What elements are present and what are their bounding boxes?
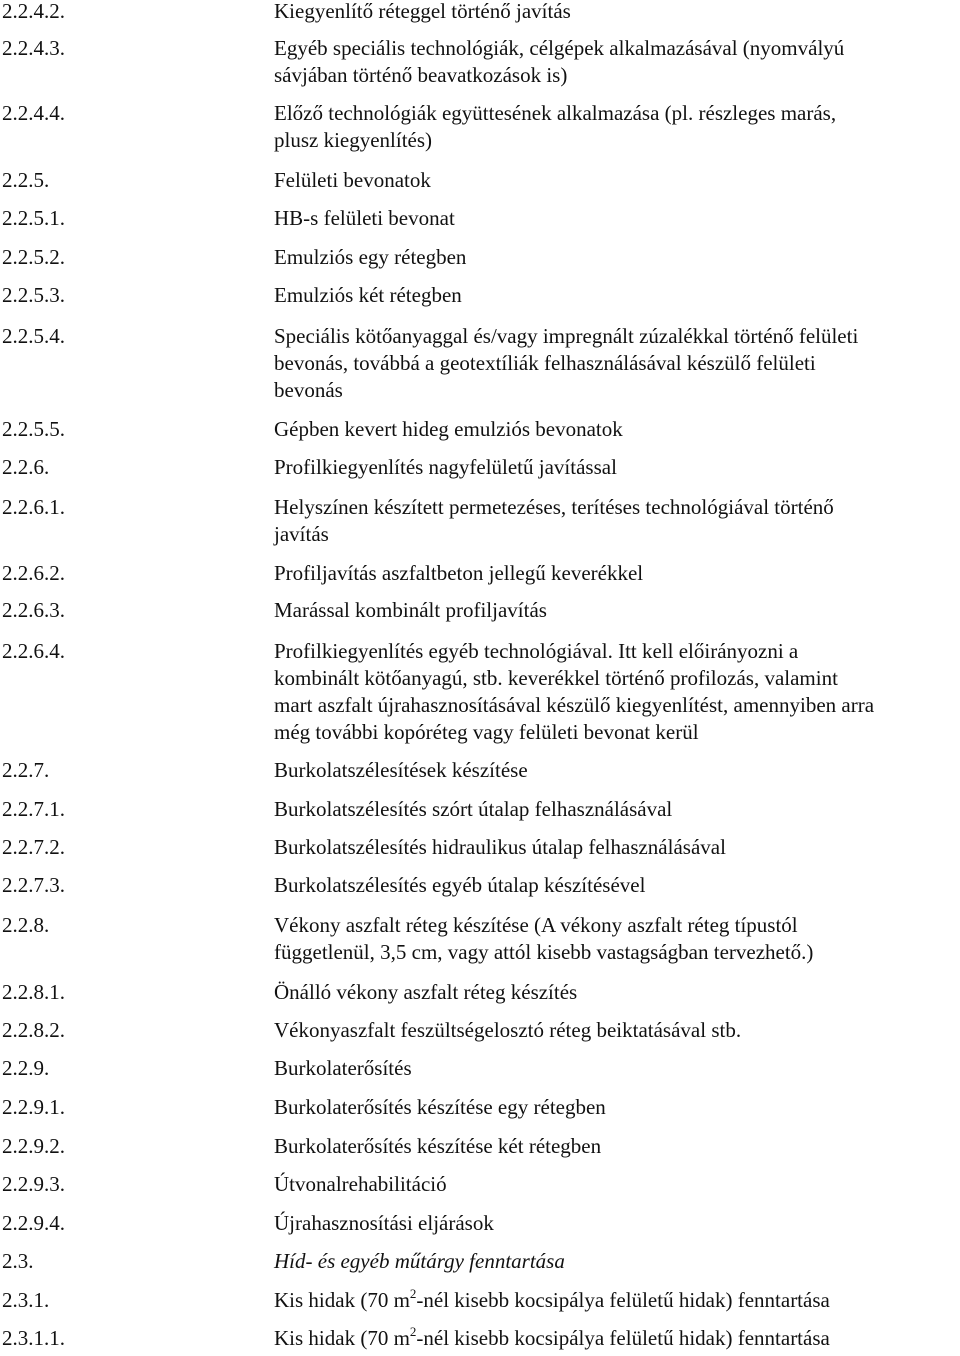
- section-title: Újrahasznosítási eljárások: [274, 1211, 494, 1235]
- section-title: Kiegyenlítő réteggel történő javítás: [274, 0, 571, 23]
- section-title: Gépben kevert hideg emulziós bevonatok: [274, 417, 623, 441]
- section-number: 2.2.4.2.: [2, 0, 65, 23]
- section-title: Burkolatszélesítés egyéb útalap készítésével: [274, 873, 646, 897]
- section-title: HB-s felületi bevonat: [274, 206, 455, 230]
- section-number: 2.2.5.5.: [2, 417, 65, 441]
- section-title: Előző technológiák együttesének alkalmazása (pl. részleges marás, plusz kiegyenlítés): [274, 101, 837, 152]
- section-number: 2.2.6.2.: [2, 561, 65, 585]
- section-number: 2.2.7.1.: [2, 797, 65, 821]
- section-title: Burkolatszélesítés szórt útalap felhasználásával: [274, 797, 673, 821]
- section-title: Vékonyaszfalt feszültségelosztó réteg beiktatásával stb.: [274, 1018, 742, 1042]
- section-title: Profiljavítás aszfaltbeton jellegű keverékkel: [274, 561, 644, 585]
- section-title: Önálló vékony aszfalt réteg készítés: [274, 980, 578, 1004]
- section-title: Vékony aszfalt réteg készítése (A vékony aszfalt réteg típustól függetlenül, 3,5 cm, vagy attól kisebb vastagságban tervezhető.): [274, 913, 814, 964]
- section-number: 2.2.8.: [2, 913, 50, 937]
- section-title: Burkolaterősítés készítése két rétegben: [274, 1134, 602, 1158]
- section-title: Profilkiegyenlítés egyéb technológiával. Itt kell előirányozni a kombinált kötőanyagú, stb. keverékkel történő profilozás, valamint mart aszfalt újrahasznosításával készülő kiegyenlítést, amennyiben arra még további kopóréteg vagy felületi bevonat kerül: [274, 639, 875, 744]
- section-number: 2.2.5.3.: [2, 283, 65, 307]
- section-number: 2.2.9.: [2, 1056, 50, 1080]
- section-number: 2.2.5.: [2, 168, 50, 192]
- section-number: 2.2.9.4.: [2, 1211, 65, 1235]
- section-title: Helyszínen készített permetezéses, terítéses technológiával történő javítás: [274, 495, 834, 546]
- section-title: Burkolatszélesítés hidraulikus útalap felhasználásával: [274, 835, 726, 859]
- section-number: 2.2.9.3.: [2, 1172, 65, 1196]
- section-number: 2.2.7.2.: [2, 835, 65, 859]
- section-number: 2.2.7.: [2, 758, 50, 782]
- section-number: 2.3.: [2, 1249, 34, 1273]
- section-number: 2.2.5.1.: [2, 206, 65, 230]
- section-number: 2.2.6.: [2, 455, 50, 479]
- section-number: 2.2.8.2.: [2, 1018, 65, 1042]
- section-title: Burkolaterősítés: [274, 1056, 412, 1080]
- section-number: 2.2.9.1.: [2, 1095, 65, 1119]
- section-title: Speciális kötőanyaggal és/vagy impregnált zúzalékkal történő felületi bevonás, továbbá a geotextíliák felhasználásával készülő felületi bevonás: [274, 324, 859, 402]
- section-number: 2.2.4.3.: [2, 36, 65, 60]
- section-number: 2.3.1.1.: [2, 1326, 65, 1350]
- section-title: Burkolaterősítés készítése egy rétegben: [274, 1095, 606, 1119]
- section-title: Egyéb speciális technológiák, célgépek alkalmazásával (nyomvályú sávjában történő beavatkozások is): [274, 36, 845, 87]
- section-number: 2.2.6.3.: [2, 598, 65, 622]
- section-number: 2.2.9.2.: [2, 1134, 65, 1158]
- section-title: Emulziós két rétegben: [274, 283, 462, 307]
- section-title: Felületi bevonatok: [274, 168, 431, 192]
- section-title: Marással kombinált profiljavítás: [274, 598, 547, 622]
- section-number: 2.2.6.4.: [2, 639, 65, 663]
- section-title: Profilkiegyenlítés nagyfelületű javítással: [274, 455, 617, 479]
- section-number: 2.2.8.1.: [2, 980, 65, 1004]
- section-number: 2.2.4.4.: [2, 101, 65, 125]
- section-title: Kis hidak (70 $m^2$-nél kisebb kocsipálya felületű hidak) fenntartása: [274, 1286, 830, 1312]
- section-title: Útvonalrehabilitáció: [274, 1172, 447, 1196]
- section-title: Emulziós egy rétegben: [274, 245, 467, 269]
- section-number: 2.2.5.4.: [2, 324, 65, 348]
- section-number: 2.2.7.3.: [2, 873, 65, 897]
- section-title: Burkolatszélesítések készítése: [274, 758, 528, 782]
- section-title: Kis hidak (70 $m^2$-nél kisebb kocsipálya felületű hidak) fenntartása: [274, 1324, 830, 1350]
- section-title: Híd- és egyéb műtárgy fenntartása: [274, 1249, 565, 1273]
- section-number: 2.2.6.1.: [2, 495, 65, 519]
- section-number: 2.3.1.: [2, 1288, 50, 1312]
- section-number: 2.2.5.2.: [2, 245, 65, 269]
